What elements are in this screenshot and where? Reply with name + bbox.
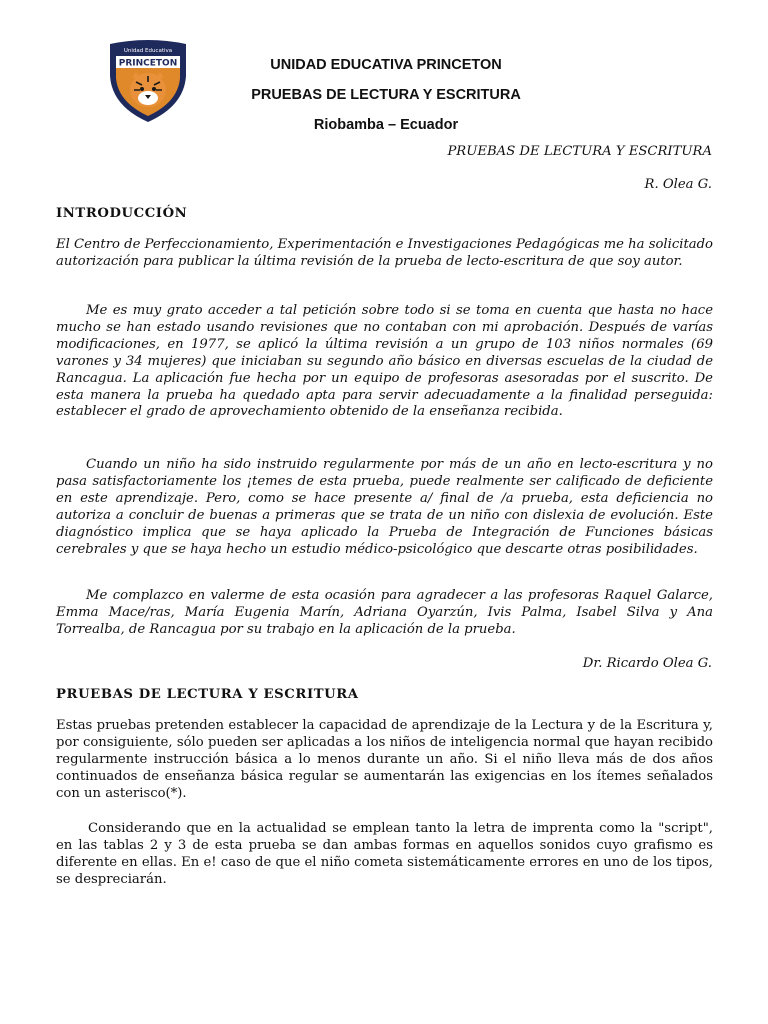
school-name: UNIDAD EDUCATIVA PRINCETON	[270, 57, 502, 73]
tiger-shield-icon	[106, 38, 190, 124]
section-paragraph-2: Considerando que en la actualidad se emplean tanto la letra de imprenta como la "script", en las tablas 2 y 3 de esta prueba se dan ambas formas en aquellos sonidos cuyo grafismo es diferente en ellas. En e! caso de que el niño cometa sistemáticamente errores en uno de los tipos, se despreciarán.	[56, 821, 713, 887]
intro-paragraph-3: Cuando un niño ha sido instruido regularmente por más de un año en lecto-escritura y no pasa satisfactoriamente los ¡temes de esta prueba, puede realmente ser calificado de deficiente en este aprendizaje. Pero, como se hace presente a/ final de /a prueba, esta deficiencia no autoriza a concluir de buenas a primeras que se trata de un niño con dislexia de evolución. Este diagnóstico implica que se haya aplicado la Prueba de Integración de Funciones básicas cerebrales y que se haya hecho un estudio médico-psicológico que descarte otras posibilidades.	[56, 457, 713, 557]
intro-heading: INTRODUCCIÓN	[56, 206, 188, 221]
section-heading: PRUEBAS DE LECTURA Y ESCRITURA	[56, 687, 359, 702]
author: R. Olea G.	[644, 177, 712, 192]
location: Riobamba – Ecuador	[313, 117, 459, 133]
section-paragraph-1: Estas pruebas pretenden establecer la capacidad de aprendizaje de la Lectura y de la Escritura y, por consiguiente, sólo pueden ser aplicadas a los niños de inteligencia normal que hayan recibido regularmente instrucción básica a lo menos durante un año. Si el niño lleva más de dos años continuados de enseñanza básica regular se aumentarán las exigencias en los ítemes señalados con un asterisco(*).	[56, 718, 713, 801]
signature: Dr. Ricardo Olea G.	[582, 656, 712, 671]
document-title: PRUEBAS DE LECTURA Y ESCRITURA	[251, 87, 521, 103]
school-logo	[106, 38, 190, 124]
subtitle-italic: PRUEBAS DE LECTURA Y ESCRITURA	[447, 144, 712, 159]
intro-paragraph-1: El Centro de Perfeccionamiento, Experimentación e Investigaciones Pedagógicas me ha solicitado autorización para publicar la última revisión de la prueba de lecto-escritura de que soy autor.	[56, 237, 713, 269]
logo-name: PRINCETON	[118, 58, 178, 69]
intro-paragraph-2: Me es muy grato acceder a tal petición sobre todo si se toma en cuenta que hasta no hace mucho se han estado usando revisiones que no contaban con mi aprobación. Después de varías modificaciones, en 1977, se aplicó la última revisión a un grupo de 103 niños normales (69 varones y 34 mujeres) que iniciaban su segundo año básico en diversas escuelas de la ciudad de Rancagua. La aplicación fue hecha por un equipo de profesoras asesoradas por el suscrito. De esta manera la prueba ha quedado apta para servir adecuadamente a la finalidad perseguida: establecer el grado de aprovechamiento obtenido de la enseñanza recibida.	[56, 303, 713, 420]
intro-paragraph-4: Me complazco en valerme de esta ocasión para agradecer a las profesoras Raquel Galarce, Emma Mace/ras, María Eugenia Marín, Adriana Oyarzún, Ivis Palma, Isabel Silva y Ana Torrealba, de Rancagua por su trabajo en la aplicación de la prueba.	[56, 588, 713, 637]
logo-caption: Unidad Educativa	[123, 48, 173, 54]
